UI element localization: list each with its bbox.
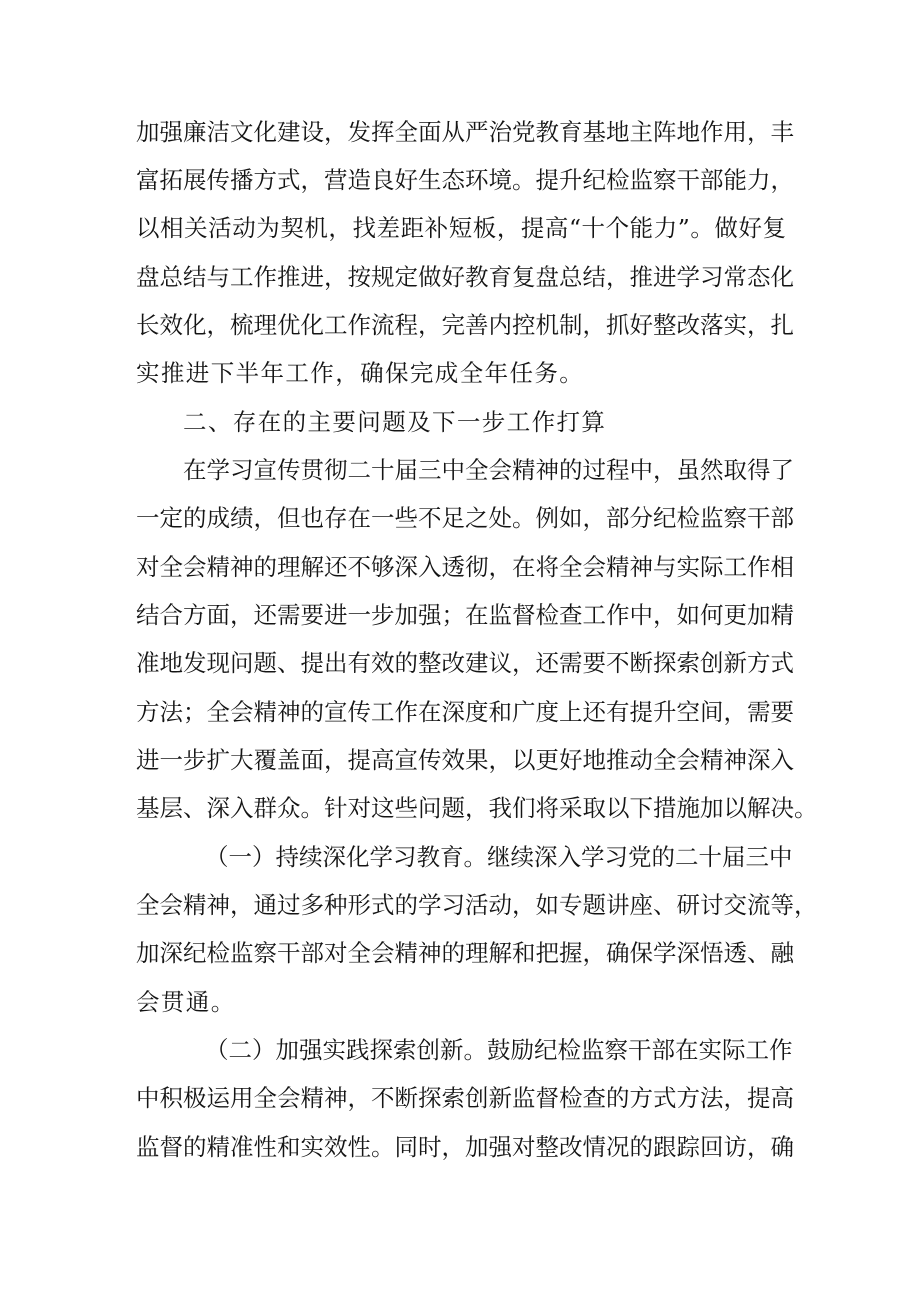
text-line: 基层、深入群众。针对这些问题，我们将采取以下措施加以解决。 [136,794,818,822]
subheading-line: （二）加强实践探索创新。鼓励纪检监察干部在实际工作 [205,1036,793,1064]
section-heading: 二、存在的主要问题及下一步工作打算 [183,408,607,436]
text-line: 以相关活动为契机，找差距补短板，提高“十个能力”。做好复 [136,214,786,242]
text-line: 盘总结与工作推进，按规定做好教育复盘总结，推进学习常态化 [136,263,794,291]
text-line: 加强廉洁文化建设，发挥全面从严治党教育基地主阵地作用，丰 [136,118,794,146]
text-line: 监督的精准性和实效性。同时，加强对整改情况的跟踪回访，确 [136,1133,794,1161]
text-line: 一定的成绩，但也存在一些不足之处。例如，部分纪检监察干部 [136,504,794,532]
text-line: 在学习宣传贯彻二十届三中全会精神的过程中，虽然取得了 [183,456,794,484]
text-line: 准地发现问题、提出有效的整改建议，还需要不断探索创新方式 [136,649,794,677]
text-line: 富拓展传播方式，营造良好生态环境。提升纪检监察干部能力， [136,166,794,194]
text-line: 实推进下半年工作，确保完成全年任务。 [136,359,585,387]
text-line: 会贯通。 [136,988,236,1016]
text-line: 中积极运用全会精神，不断探索创新监督检查的方式方法，提高 [136,1084,794,1112]
text-line: 结合方面，还需要进一步加强；在监督检查工作中，如何更加精 [136,601,794,629]
text-line: 加深纪检监察干部对全会精神的理解和把握，确保学深悟透、融 [136,939,794,967]
text-line: 全会精神，通过多种形式的学习活动，如专题讲座、研讨交流等， [136,891,818,919]
subheading-line: （一）持续深化学习教育。继续深入学习党的二十届三中 [205,843,793,871]
text-line: 进一步扩大覆盖面，提高宣传效果，以更好地推动全会精神深入 [136,746,794,774]
text-line: 方法；全会精神的宣传工作在深度和广度上还有提升空间，需要 [136,698,794,726]
text-line: 对全会精神的理解还不够深入透彻，在将全会精神与实际工作相 [136,553,794,581]
text-line: 长效化，梳理优化工作流程，完善内控机制，抓好整改落实，扎 [136,311,794,339]
